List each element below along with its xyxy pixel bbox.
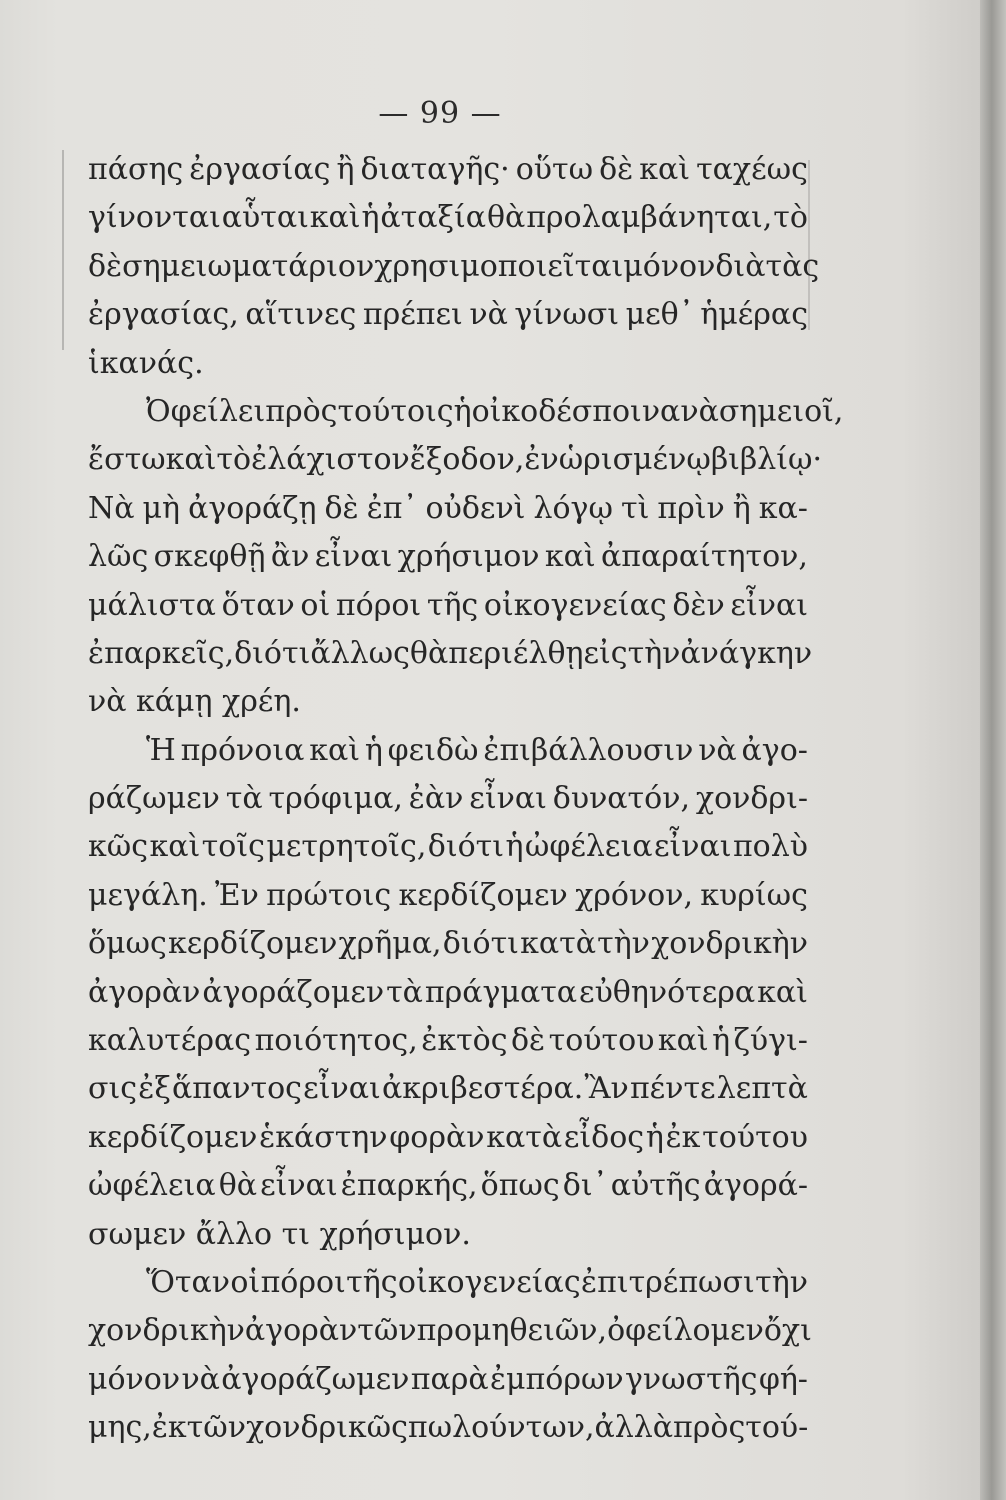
word: τῶν xyxy=(357,1313,417,1349)
word: τούτοις xyxy=(337,393,454,429)
word: τὰ xyxy=(225,781,263,817)
word: κερδίζομεν xyxy=(398,877,568,913)
word: πέντε xyxy=(629,1071,716,1107)
word: πόροι xyxy=(335,587,422,623)
word: ἀγοράζῃ xyxy=(188,490,317,526)
word: τὸ xyxy=(216,442,252,478)
word: χρήσιμον xyxy=(397,539,540,575)
text-line xyxy=(88,146,808,194)
word: ἀγοράζομεν xyxy=(202,974,385,1010)
word: τρόφιμα, xyxy=(268,781,403,817)
text-line xyxy=(88,582,808,630)
word: εὐθηνότερα xyxy=(579,974,756,1010)
word: ἢ xyxy=(336,152,355,187)
word: καὶ xyxy=(544,539,596,575)
word: εἶναι xyxy=(730,587,808,623)
word: νὰ xyxy=(181,1361,220,1397)
word: τοῖς xyxy=(201,829,265,865)
word: δι᾿ xyxy=(562,1168,608,1204)
word: τὶ xyxy=(620,490,650,526)
word: πωλούντων, xyxy=(407,1410,595,1446)
word: σις xyxy=(88,1071,138,1107)
word: εἶναι xyxy=(260,1168,338,1204)
word: ἐπ᾿ xyxy=(366,490,418,526)
word: λῶς xyxy=(88,539,149,575)
word: τούτου xyxy=(702,1119,808,1155)
word: εἶναι xyxy=(303,1071,381,1107)
word: δυνατόν, xyxy=(552,781,690,817)
word: ἡ xyxy=(505,829,524,865)
word: Ἂν xyxy=(584,1071,629,1107)
word: Ἐν xyxy=(215,877,259,913)
word: χρόνον, xyxy=(575,877,694,913)
word: ὅπως xyxy=(480,1168,560,1204)
word: ἂν xyxy=(270,539,310,575)
word: καλυτέρας xyxy=(88,1023,252,1059)
word: πόροι xyxy=(260,1264,346,1300)
text-line xyxy=(88,1307,812,1355)
word: πρόνοια xyxy=(180,732,305,768)
word: ὠφέλεια xyxy=(88,1168,216,1204)
word: κατὰ xyxy=(520,926,596,962)
word: ὠφέλεια xyxy=(524,829,653,865)
word: ὡρισμένῳ xyxy=(558,442,711,478)
word: οἰκοδέσποινα xyxy=(471,393,681,429)
word: μάλιστα xyxy=(88,587,216,623)
word: Νὰ xyxy=(88,490,135,526)
word: ἐὰν xyxy=(408,781,464,817)
word: οἱ xyxy=(230,1264,261,1300)
word: φορὰν xyxy=(389,1119,485,1155)
page-edge-shadow xyxy=(980,0,1006,1500)
word: διότι xyxy=(427,829,505,865)
word: νὰ xyxy=(680,393,719,429)
word: ἅπαντος xyxy=(172,1071,302,1107)
word: εἶδος xyxy=(563,1119,645,1155)
word: ἀγο- xyxy=(741,732,808,768)
word: ποιότητος, xyxy=(254,1023,418,1059)
word: τῆς xyxy=(346,1264,398,1300)
word: Ὀφείλει xyxy=(146,393,266,429)
word: ἢ xyxy=(732,490,751,526)
word: πρὶν xyxy=(657,490,725,526)
word: προμηθειῶν, xyxy=(416,1313,608,1349)
word: γίνωσι xyxy=(514,297,620,333)
word: ράζωμεν xyxy=(88,781,220,817)
word: χονδρικὴν xyxy=(88,1313,245,1349)
word: ἐκτὸς xyxy=(421,1023,508,1059)
word: ἀγορὰν xyxy=(244,1313,358,1349)
word: ἀλλὰ xyxy=(594,1410,674,1446)
word: οὕτω xyxy=(515,152,594,187)
word: μὴ xyxy=(142,490,181,526)
word: ταχέως xyxy=(696,152,808,187)
word: καὶ xyxy=(309,732,360,768)
word: μεθ᾿ xyxy=(625,297,694,333)
word: τῶν xyxy=(186,1410,246,1446)
word: κερδίζομεν xyxy=(167,926,338,962)
word: καὶ xyxy=(165,442,217,478)
word: δὲ xyxy=(511,1023,546,1059)
word: πρὸς xyxy=(265,393,338,429)
word: διότι xyxy=(234,635,311,671)
word: αὐτῆς xyxy=(610,1168,701,1204)
word: τῆς xyxy=(426,587,479,623)
word: καὶ xyxy=(757,974,808,1010)
word: αὗται xyxy=(221,200,309,236)
word: καὶ xyxy=(149,829,201,865)
word: καὶ xyxy=(657,1023,709,1059)
word: ἐργασίας, xyxy=(88,297,239,333)
word: τὰς xyxy=(765,248,820,284)
word: ἀνάγκην xyxy=(680,635,813,671)
word: πρώτοις xyxy=(266,877,392,913)
word: χονδρι- xyxy=(695,781,808,817)
word: σκεφθῇ xyxy=(153,539,266,575)
word: κῶς xyxy=(88,829,149,865)
word: προλαμβάνηται, xyxy=(526,200,773,236)
word: τὴν xyxy=(627,635,681,671)
body-text xyxy=(88,146,844,1453)
word: καὶ xyxy=(639,152,691,187)
text-line xyxy=(88,920,808,968)
word: οἰκογενείας xyxy=(483,587,667,623)
text-line xyxy=(88,1065,808,1113)
word: ἡ xyxy=(645,1119,664,1155)
word: Ἡ xyxy=(146,732,176,768)
word: ἐκ xyxy=(665,1119,701,1155)
text-line xyxy=(88,1017,808,1065)
word: κυρίως xyxy=(700,877,808,913)
word: πάσης xyxy=(88,152,184,187)
word: τού- xyxy=(745,1410,809,1446)
word: εἰς xyxy=(583,635,628,671)
word: ἀγορὰν xyxy=(88,974,201,1010)
word: τὰ xyxy=(386,974,423,1010)
word: δὲ xyxy=(324,490,359,526)
word: κατὰ xyxy=(486,1119,563,1155)
text-line xyxy=(88,1404,808,1452)
word: ἀγοράζωμεν xyxy=(221,1361,410,1397)
text-line xyxy=(88,436,823,484)
word: βιβλίῳ· xyxy=(710,442,823,478)
word: πρέπει xyxy=(362,297,463,333)
word: ἑκάστην xyxy=(259,1119,388,1155)
word: σημειωματάριον xyxy=(122,248,375,284)
word: Ὅταν xyxy=(146,1264,231,1300)
word: ἀπαραίτητον, xyxy=(601,539,808,575)
word: ἐν xyxy=(524,442,559,478)
text-line xyxy=(88,630,813,678)
text-line xyxy=(88,533,808,581)
word: διαταγῆς· xyxy=(360,152,510,187)
word: φή- xyxy=(758,1361,808,1397)
word: οἰκογενείας xyxy=(397,1264,581,1300)
text-line xyxy=(88,872,808,920)
word: διὰ xyxy=(715,248,766,284)
word: θὰ xyxy=(409,635,449,671)
word: παρὰ xyxy=(410,1361,489,1397)
word: χονδρικῶς xyxy=(245,1410,408,1446)
word: ἐπιτρέπωσι xyxy=(580,1264,755,1300)
word: πρὸς xyxy=(673,1410,746,1446)
word: χρησιμοποιεῖται xyxy=(374,248,624,284)
word: οἱ xyxy=(300,587,331,623)
word: εἶναι xyxy=(653,829,732,865)
word: ἄλλως xyxy=(310,635,410,671)
page-number: — 99 — xyxy=(378,96,502,131)
word: διότι xyxy=(442,926,519,962)
word: κερδίζομεν xyxy=(88,1119,258,1155)
word: ὅμως xyxy=(88,926,167,962)
text-line xyxy=(88,243,820,291)
word: ἐργασίας xyxy=(189,152,331,187)
text-line xyxy=(88,775,808,823)
word: ὄχι xyxy=(763,1313,812,1349)
word: ἀκριβεστέρα. xyxy=(381,1071,584,1107)
word: μετρητοῖς, xyxy=(266,829,427,865)
word: ἐξ xyxy=(138,1071,171,1107)
word: λεπτὰ xyxy=(716,1071,808,1107)
text-line xyxy=(88,1162,808,1210)
word: δὲ xyxy=(88,248,123,284)
word: ἐπιβάλλουσιν xyxy=(483,732,694,768)
word: ζύγι- xyxy=(733,1023,808,1059)
word: δὲ xyxy=(599,152,634,187)
word: εἶναι xyxy=(314,539,393,575)
word: νὰ xyxy=(698,732,737,768)
text-line xyxy=(88,291,808,339)
word: τὸ xyxy=(773,200,808,236)
word: πράγματα xyxy=(424,974,578,1010)
word: ἀταξία xyxy=(380,200,487,236)
word: ἐπαρκεῖς, xyxy=(88,635,235,671)
margin-pencil-mark-left xyxy=(62,150,72,350)
word: λόγῳ xyxy=(533,490,613,526)
word: καὶ xyxy=(309,200,361,236)
word: ἐπαρκής, xyxy=(340,1168,478,1204)
word: γνωστῆς xyxy=(625,1361,758,1397)
word: ἡμέρας xyxy=(700,297,808,333)
word: τὴν xyxy=(755,1264,808,1300)
text-line xyxy=(88,194,808,242)
word: πολὺ xyxy=(732,829,808,865)
word: θὰ xyxy=(486,200,526,236)
word: εἶναι xyxy=(469,781,547,817)
text-line xyxy=(88,1114,808,1162)
text-line xyxy=(88,388,844,436)
text-line: νὰ κάμῃ χρέη. xyxy=(88,684,301,720)
word: ἀγορά- xyxy=(703,1168,808,1204)
text-line xyxy=(88,485,808,533)
word: ἡ xyxy=(712,1023,731,1059)
word: μεγάλη. xyxy=(88,877,208,913)
word: τὴν xyxy=(597,926,650,962)
word: ἔστω xyxy=(88,442,166,478)
word: χονδρικὴν xyxy=(651,926,808,962)
word: ἐκ xyxy=(151,1410,187,1446)
word: μόνον xyxy=(623,248,716,284)
word: θὰ xyxy=(218,1168,258,1204)
word: σημειοῖ, xyxy=(718,393,844,429)
word: χρῆμα, xyxy=(338,926,442,962)
word: ὅταν xyxy=(221,587,295,623)
text-line xyxy=(88,727,808,775)
word: ἡ xyxy=(364,732,383,768)
text-line: σωμεν ἄλλο τι χρήσιμον. xyxy=(88,1216,471,1252)
word: περιέλθῃ xyxy=(448,635,584,671)
word: ἡ xyxy=(361,200,380,236)
word: νὰ xyxy=(469,297,508,333)
word: μης, xyxy=(88,1410,152,1446)
word: κα- xyxy=(758,490,808,526)
word: αἵτινες xyxy=(245,297,357,333)
text-line xyxy=(88,969,808,1017)
text-line xyxy=(88,1259,808,1307)
word: ἐμπόρων xyxy=(489,1361,624,1397)
text-line xyxy=(88,1356,808,1404)
word: μόνον xyxy=(88,1361,181,1397)
word: τούτου xyxy=(548,1023,655,1059)
text-line: ἱκανάς. xyxy=(88,345,204,381)
word: φειδὼ xyxy=(387,732,479,768)
word: ἡ xyxy=(453,393,472,429)
word: ὀφείλομεν xyxy=(607,1313,764,1349)
text-line xyxy=(88,823,808,871)
word: γίνονται xyxy=(88,200,221,236)
word: ἔξοδον, xyxy=(409,442,525,478)
word: δὲν xyxy=(672,587,725,623)
word: ἐλάχιστον xyxy=(251,442,410,478)
word: οὐδενὶ xyxy=(425,490,526,526)
